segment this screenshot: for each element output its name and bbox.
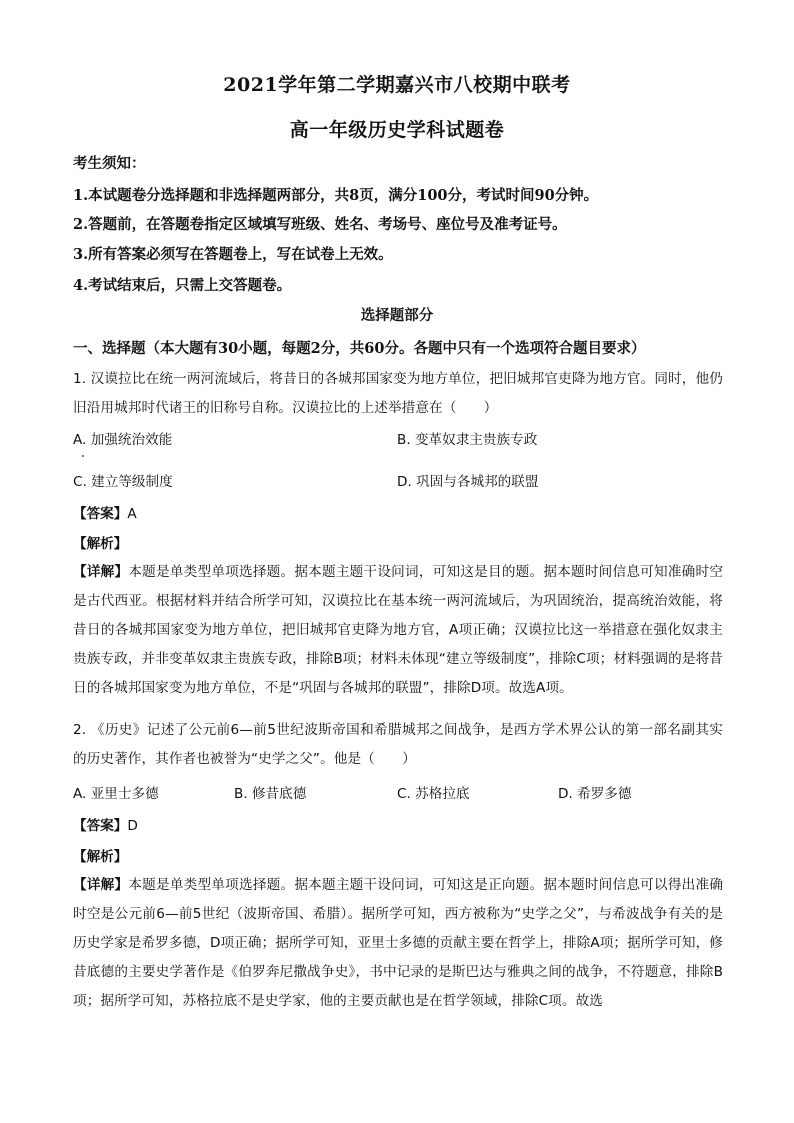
section-title: 选择题部分 [360, 307, 434, 324]
q1-analysis-label [73, 533, 127, 555]
q2-option-b: B. 修昔底德 [234, 786, 307, 802]
q2-analysis-text: 【解析】 [73, 849, 128, 865]
q2-option-a: A. 亚里士多德 [73, 786, 159, 802]
q2-detail [73, 871, 723, 1016]
q2-answer [73, 815, 138, 837]
q1-answer [73, 503, 137, 525]
q2-answer-value: D [127, 818, 138, 834]
q2-detail-label: 【详解】 [73, 877, 129, 893]
part-title: 一、选择题（本大题有30小题，每题2分，共60分。各题中只有一个选项符合题目要求） [73, 340, 646, 357]
stray-dot [82, 455, 84, 457]
question-2-stem: 2. 《历史》记述了公元前6—前5世纪波斯帝国和希腊城邦之间战争，是西方学术界公认的第一部名副其实的历史著作，其作者也被誉为“史学之父”。他是（ ） [73, 722, 723, 767]
q2-detail-text: 本题是单类型单项选择题。据本题主题干设问词，可知这是正向题。据本题时间信息可以得出准确时空是公元前6—前5世纪（波斯帝国、希腊）。据所学可知，西方被称为“史学之父”，与希波战争有关的是历史学家是希罗多德，D项正确；据所学可知，亚里士多德的贡献主要在哲学上，排除A项；据所学可知，修昔底德的主要史学著作是《伯罗奔尼撒战争史》，书中记录的是斯巴达与雅典之间的战争，不符题意，排除B项；据所学可知，苏格拉底不是史学家，他的主要贡献也是在哲学领域，排除C项。故选 [73, 877, 724, 1009]
notice-item-1: 1.本试题卷分选择题和非选择题两部分，共8页，满分100分，考试时间90分钟。 [73, 187, 599, 204]
q1-option-b: B. 变革奴隶主贵族专政 [397, 432, 538, 448]
q1-detail [73, 558, 723, 703]
q2-option-d: D. 希罗多德 [558, 786, 632, 802]
exam-title: 2021学年第二学期嘉兴市八校期中联考 [223, 74, 571, 96]
q2-analysis-label [73, 846, 127, 868]
q1-detail-text: 本题是单类型单项选择题。据本题主题干设问词，可知这是目的题。据本题时间信息可知准确时空是古代西亚。根据材料并结合所学可知，汉谟拉比在基本统一两河流域后，为巩固统治，提高统治效能，将昔日的各城邦国家变为地方单位，把旧城邦官吏降为地方官，A项正确；汉谟拉比这一举措意在强化奴隶主贵族专政，并非变革奴隶主贵族专政，排除B项；材料未体现“建立等级制度”，排除C项；材料强调的是将昔日的各城邦国家变为地方单位，不是“巩固与各城邦的联盟”，排除D项。故选A项。 [73, 564, 724, 696]
q2-answer-label: 【答案】 [73, 818, 128, 834]
notice-item-3: 3.所有答案必须写在答题卷上，写在试卷上无效。 [73, 246, 393, 263]
q1-option-c: C. 建立等级制度 [73, 474, 173, 490]
q1-detail-label: 【详解】 [73, 564, 129, 580]
notice-item-2: 2.答题前，在答题卷指定区域填写班级、姓名、考场号、座位号及准考证号。 [73, 216, 567, 233]
question-1-stem: 1. 汉谟拉比在统一两河流域后，将昔日的各城邦国家变为地方单位，把旧城邦官吏降为地方官。同时，他仍旧沿用城邦时代诸王的旧称号自称。汉谟拉比的上述举措意在（ ） [73, 371, 723, 416]
q1-answer-label: 【答案】 [73, 506, 128, 522]
exam-subtitle: 高一年级历史学科试题卷 [289, 119, 505, 141]
q1-analysis-text: 【解析】 [73, 536, 128, 552]
q1-option-a: A. 加强统治效能 [73, 432, 173, 448]
q2-option-c: C. 苏格拉底 [397, 786, 470, 802]
notice-heading: 考生须知： [73, 155, 146, 172]
q1-option-d: D. 巩固与各城邦的联盟 [397, 474, 539, 490]
notice-item-4: 4.考试结束后，只需上交答题卷。 [73, 277, 292, 294]
q1-answer-value: A [127, 506, 137, 522]
